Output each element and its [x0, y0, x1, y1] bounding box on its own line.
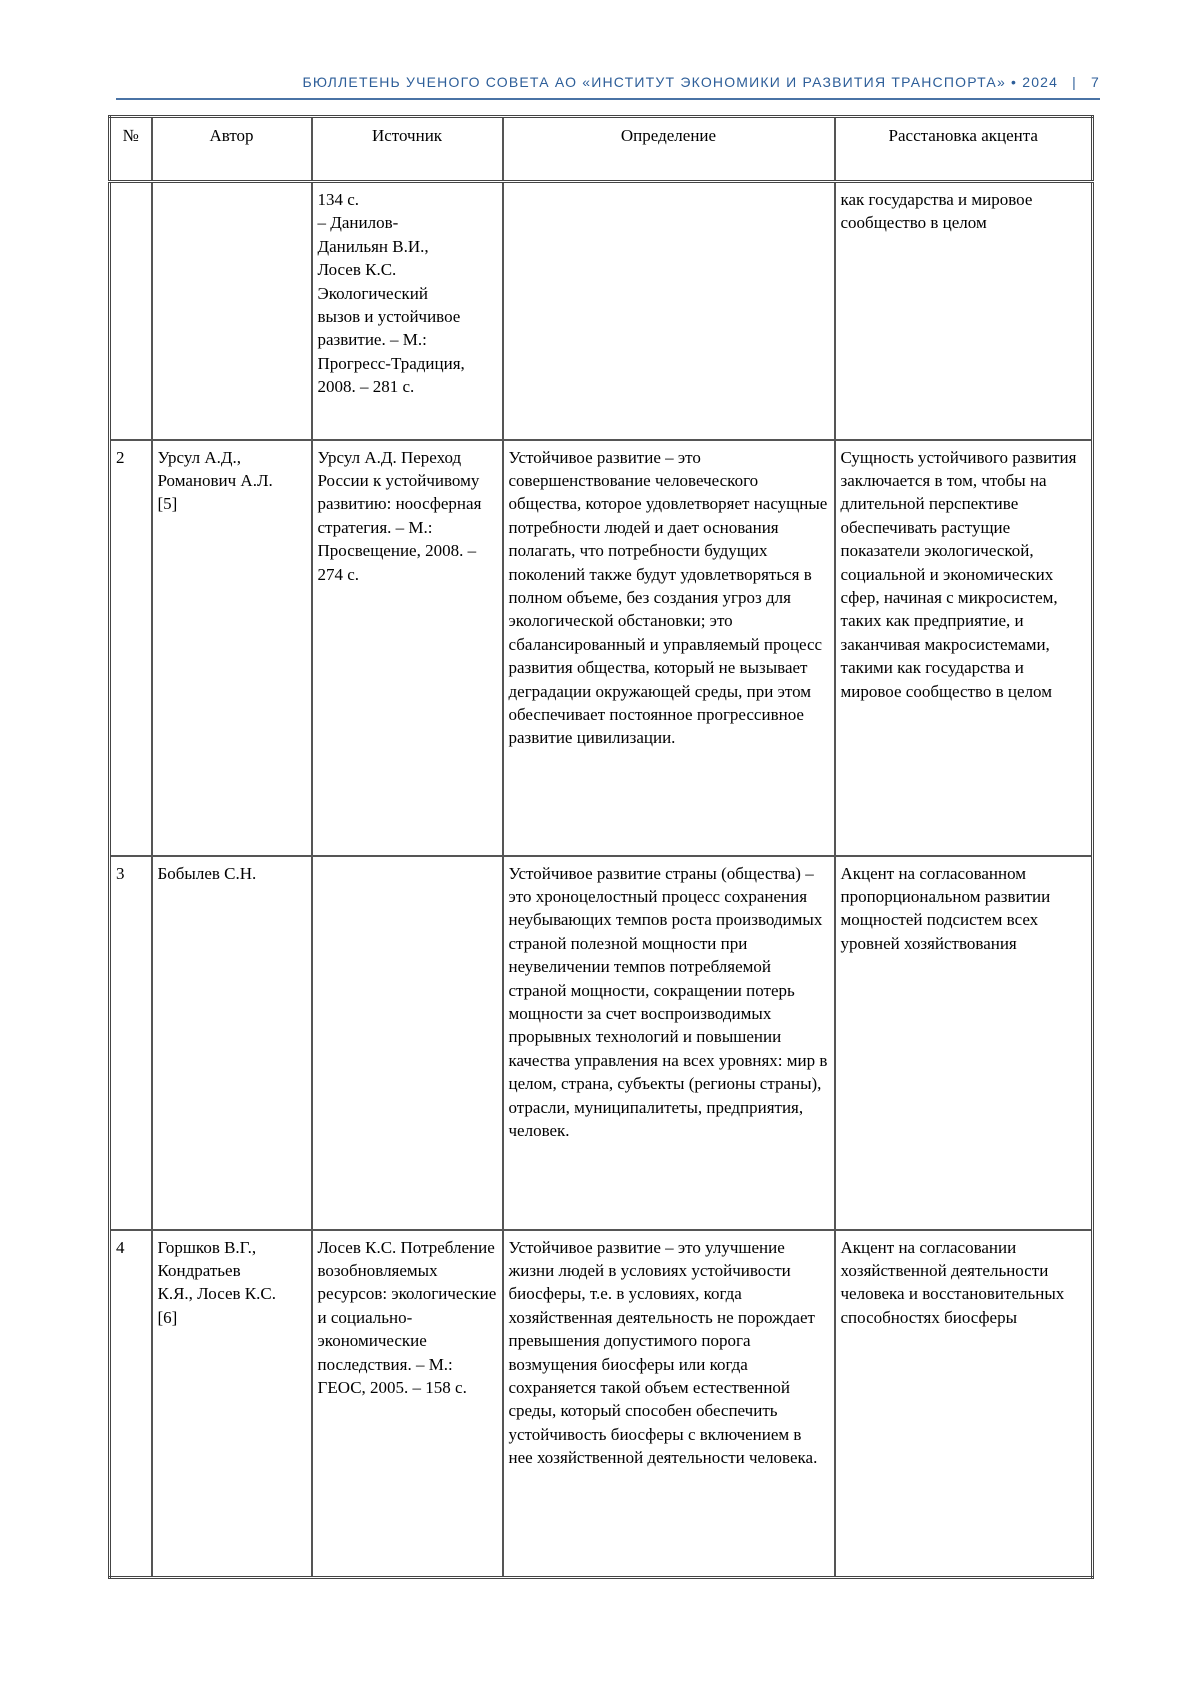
row-source: Урсул А.Д. Переход России к устойчивому развитию: ноосферная стратегия. – М.: Просвещение, 2008. – 274 с.: [312, 440, 503, 856]
row-number: 3: [110, 856, 152, 1230]
table-header-row: [110, 117, 1093, 182]
row-number: 4: [110, 1230, 152, 1578]
page-number: 7: [1091, 74, 1100, 90]
row-definition: Устойчивое развитие страны (общества) – это хроноцелостный процесс сохранения неубывающих темпов роста производимых страной полезной мощности при неувеличении темпов потребляемой страной мощности, сокращении потерь мощности за счет воспроизводимых прорывных технологий и повышении качества управления на всех уровнях: мир в целом, страна, субъекты (регионы страны), отрасли, муниципалитеты, предприятия, человек.: [503, 856, 835, 1230]
row-definition: Устойчивое развитие – это совершенствование человеческого общества, которое удовлетворяет насущные потребности людей и дает основания полагать, что потребности будущих поколений также будут удовлетворяться в полном объеме, без создания угроз для экологической обстановки; это сбалансированный и управляемый процесс развития общества, который не вызывает деградации окружающей среды, при этом обеспечивает постоянное прогрессивное развитие цивилизации.: [503, 440, 835, 856]
row-emphasis: Сущность устойчивого развития заключается в том, чтобы на длительной перспективе обеспечивать растущие показатели экологической, социальной и экономических сфер, начиная с микросистем, таких как предприятие, и заканчивая макросистемами, такими как государства и мировое сообщество в целом: [835, 440, 1093, 856]
row-number: 2: [110, 440, 152, 856]
table-row: [110, 440, 1093, 856]
row-definition: [503, 182, 835, 440]
row-emphasis: как государства и мировое сообщество в целом: [835, 182, 1093, 440]
row-emphasis: Акцент на согласованном пропорциональном развитии мощностей подсистем всех уровней хозяйствования: [835, 856, 1093, 1230]
row-source: 134 с. – Данилов- Данильян В.И., Лосев К.С. Экологический вызов и устойчивое развитие. – М.: Прогресс-Традиция, 2008. – 281 с.: [312, 182, 503, 440]
column-header-definition: Определение: [503, 117, 835, 182]
row-author: Бобылев С.Н.: [152, 856, 312, 1230]
table-row: [110, 856, 1093, 1230]
table-row: [110, 1230, 1093, 1578]
column-header-source: Источник: [312, 117, 503, 182]
journal-title: БЮЛЛЕТЕНЬ УЧЕНОГО СОВЕТА АО «ИНСТИТУТ ЭКОНОМИКИ И РАЗВИТИЯ ТРАНСПОРТА» • 2024: [303, 74, 1059, 90]
running-header: [116, 66, 1100, 100]
row-author: Урсул А.Д., Романович А.Л. [5]: [152, 440, 312, 856]
row-emphasis: Акцент на согласовании хозяйственной деятельности человека и восстановительных способностях биосферы: [835, 1230, 1093, 1578]
column-header-number: №: [110, 117, 152, 182]
row-author: Горшков В.Г., Кондратьев К.Я., Лосев К.С. [6]: [152, 1230, 312, 1578]
definitions-table: [108, 115, 1094, 1579]
column-header-author: Автор: [152, 117, 312, 182]
row-definition: Устойчивое развитие – это улучшение жизни людей в условиях устойчивости биосферы, т.е. в условиях, когда хозяйственная деятельность не порождает превышения допустимого порога возмущения биосферы или когда сохраняется такой объем естественной среды, который способен обеспечить устойчивость биосферы с включением в нее хозяйственной деятельности человека.: [503, 1230, 835, 1578]
row-source: Лосев К.С. Потребление возобновляемых ресурсов: экологические и социально-экономические последствия. – М.: ГЕОС, 2005. – 158 с.: [312, 1230, 503, 1578]
row-source: [312, 856, 503, 1230]
header-divider: |: [1072, 74, 1077, 90]
table-row: [110, 182, 1093, 440]
column-header-emphasis: Расстановка акцента: [835, 117, 1093, 182]
row-number: [110, 182, 152, 440]
row-author: [152, 182, 312, 440]
